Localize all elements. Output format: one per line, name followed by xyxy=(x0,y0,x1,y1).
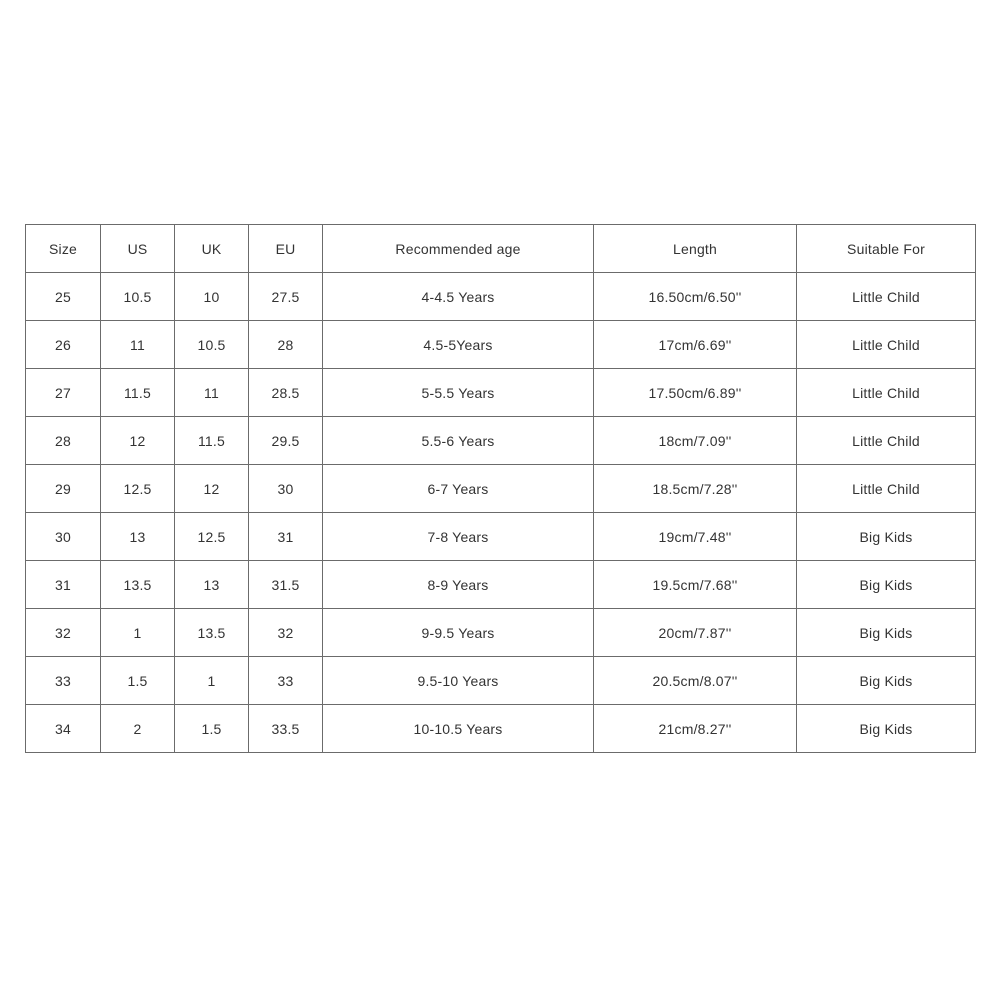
cell-recommended-age: 10-10.5 Years xyxy=(323,705,594,753)
cell-eu: 31 xyxy=(249,513,323,561)
cell-length: 17.50cm/6.89'' xyxy=(594,369,797,417)
cell-uk: 13 xyxy=(175,561,249,609)
cell-uk: 12 xyxy=(175,465,249,513)
cell-recommended-age: 5.5-6 Years xyxy=(323,417,594,465)
table-body xyxy=(26,273,976,753)
cell-suitable-for: Little Child xyxy=(797,321,976,369)
cell-suitable-for: Big Kids xyxy=(797,513,976,561)
cell-suitable-for: Little Child xyxy=(797,273,976,321)
cell-uk: 1.5 xyxy=(175,705,249,753)
cell-uk: 12.5 xyxy=(175,513,249,561)
cell-recommended-age: 9.5-10 Years xyxy=(323,657,594,705)
table-row xyxy=(26,465,976,513)
cell-us: 1 xyxy=(101,609,175,657)
cell-length: 17cm/6.69'' xyxy=(594,321,797,369)
cell-length: 20cm/7.87'' xyxy=(594,609,797,657)
cell-suitable-for: Big Kids xyxy=(797,609,976,657)
header-suitable-for: Suitable For xyxy=(797,225,976,273)
cell-length: 21cm/8.27'' xyxy=(594,705,797,753)
header-size: Size xyxy=(26,225,101,273)
cell-recommended-age: 4.5-5Years xyxy=(323,321,594,369)
cell-suitable-for: Little Child xyxy=(797,369,976,417)
table-row xyxy=(26,273,976,321)
cell-us: 2 xyxy=(101,705,175,753)
cell-eu: 30 xyxy=(249,465,323,513)
cell-us: 10.5 xyxy=(101,273,175,321)
table-row xyxy=(26,513,976,561)
cell-uk: 10.5 xyxy=(175,321,249,369)
cell-eu: 28 xyxy=(249,321,323,369)
cell-length: 18.5cm/7.28'' xyxy=(594,465,797,513)
table-row xyxy=(26,657,976,705)
header-row xyxy=(26,225,976,273)
cell-size: 29 xyxy=(26,465,101,513)
cell-eu: 33.5 xyxy=(249,705,323,753)
cell-length: 16.50cm/6.50'' xyxy=(594,273,797,321)
cell-eu: 31.5 xyxy=(249,561,323,609)
cell-length: 18cm/7.09'' xyxy=(594,417,797,465)
cell-size: 34 xyxy=(26,705,101,753)
cell-size: 26 xyxy=(26,321,101,369)
cell-uk: 10 xyxy=(175,273,249,321)
header-length: Length xyxy=(594,225,797,273)
cell-uk: 11.5 xyxy=(175,417,249,465)
cell-size: 28 xyxy=(26,417,101,465)
cell-recommended-age: 5-5.5 Years xyxy=(323,369,594,417)
cell-recommended-age: 6-7 Years xyxy=(323,465,594,513)
cell-suitable-for: Big Kids xyxy=(797,657,976,705)
cell-us: 11.5 xyxy=(101,369,175,417)
cell-length: 19cm/7.48'' xyxy=(594,513,797,561)
cell-us: 11 xyxy=(101,321,175,369)
cell-size: 27 xyxy=(26,369,101,417)
cell-us: 13.5 xyxy=(101,561,175,609)
cell-eu: 29.5 xyxy=(249,417,323,465)
cell-uk: 1 xyxy=(175,657,249,705)
table-row xyxy=(26,417,976,465)
table-row xyxy=(26,561,976,609)
cell-size: 33 xyxy=(26,657,101,705)
cell-suitable-for: Little Child xyxy=(797,417,976,465)
cell-size: 31 xyxy=(26,561,101,609)
table-row xyxy=(26,321,976,369)
cell-length: 19.5cm/7.68'' xyxy=(594,561,797,609)
cell-length: 20.5cm/8.07'' xyxy=(594,657,797,705)
cell-recommended-age: 8-9 Years xyxy=(323,561,594,609)
header-us: US xyxy=(101,225,175,273)
table-row xyxy=(26,705,976,753)
cell-us: 13 xyxy=(101,513,175,561)
cell-suitable-for: Big Kids xyxy=(797,705,976,753)
cell-us: 1.5 xyxy=(101,657,175,705)
cell-recommended-age: 9-9.5 Years xyxy=(323,609,594,657)
header-eu: EU xyxy=(249,225,323,273)
table-row xyxy=(26,369,976,417)
size-chart-table xyxy=(25,224,976,753)
cell-size: 25 xyxy=(26,273,101,321)
header-recommended-age: Recommended age xyxy=(323,225,594,273)
cell-suitable-for: Big Kids xyxy=(797,561,976,609)
cell-size: 32 xyxy=(26,609,101,657)
cell-recommended-age: 7-8 Years xyxy=(323,513,594,561)
cell-size: 30 xyxy=(26,513,101,561)
cell-us: 12.5 xyxy=(101,465,175,513)
cell-us: 12 xyxy=(101,417,175,465)
cell-eu: 32 xyxy=(249,609,323,657)
cell-recommended-age: 4-4.5 Years xyxy=(323,273,594,321)
cell-uk: 11 xyxy=(175,369,249,417)
cell-eu: 27.5 xyxy=(249,273,323,321)
cell-eu: 28.5 xyxy=(249,369,323,417)
cell-suitable-for: Little Child xyxy=(797,465,976,513)
cell-eu: 33 xyxy=(249,657,323,705)
header-uk: UK xyxy=(175,225,249,273)
cell-uk: 13.5 xyxy=(175,609,249,657)
table-row xyxy=(26,609,976,657)
